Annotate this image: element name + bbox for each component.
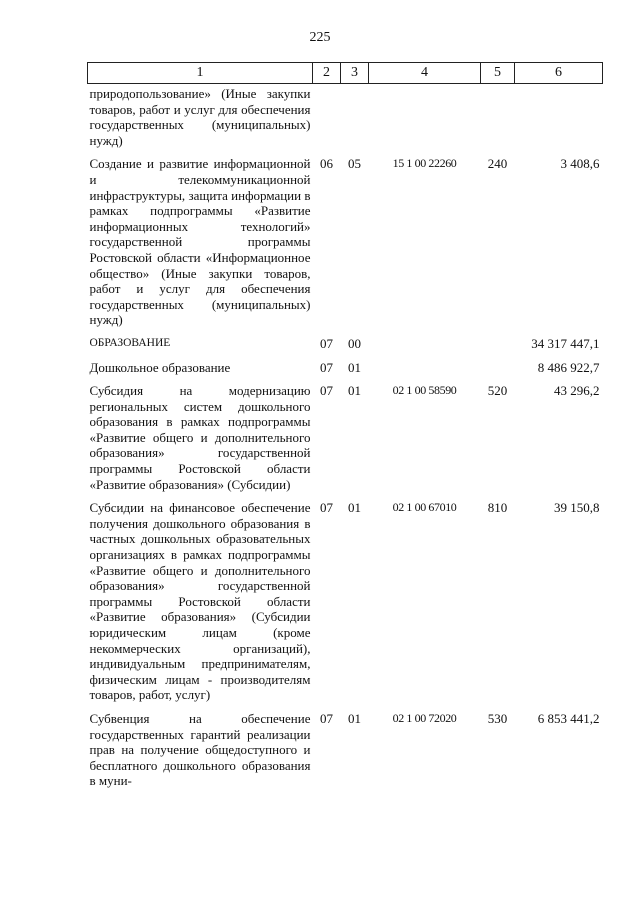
row-expense-type: [481, 352, 515, 376]
column-header: 6: [515, 63, 603, 84]
row-expense-type: [481, 328, 515, 352]
row-name: Дошкольное образование: [89, 359, 231, 375]
row-subsection: 01: [348, 383, 361, 399]
row-name: Субсидии на финансовое обеспечение получения дошкольного образования в частных дошкольных образовательных организациях в рамках подпрограммы «Развитие общего и дополнительного образования» государственной программы Ростовской области «Развитие образования» (Субсидии юридическим лицам (кроме некоммерческих организаций), индивидуальным предпринимателям, физическим лицам - производителям товаров, работ, услуг): [89, 500, 311, 703]
column-header: 5: [481, 63, 515, 84]
row-section: 07: [320, 500, 333, 516]
row-expense-type: 530: [487, 710, 508, 726]
row-section: [313, 84, 341, 149]
table-row: [88, 703, 603, 789]
column-header: 3: [341, 63, 369, 84]
row-subsection: 01: [348, 359, 361, 375]
row-amount: 34 317 447,1: [531, 335, 600, 351]
row-section: 06: [320, 156, 333, 172]
row-subsection: 01: [348, 710, 361, 726]
row-name: Субсидия на модернизацию региональных систем дошкольного образования в рамках подпрограммы «Развитие общего и дополнительного образования» государственной программы Ростовской области «Развитие образования» (Субсидии): [89, 383, 311, 492]
row-subsection: 01: [348, 500, 361, 516]
table-row: [88, 375, 603, 492]
row-target-article: 15 1 00 22260: [392, 156, 457, 171]
row-target-article: [369, 352, 481, 376]
row-expense-type: [481, 84, 515, 149]
row-section: 07: [320, 335, 333, 351]
row-expense-type: 240: [487, 156, 508, 172]
row-amount: 6 853 441,2: [537, 710, 600, 726]
table-row: [88, 84, 603, 149]
row-section: 07: [320, 710, 333, 726]
row-target-article: [369, 84, 481, 149]
row-amount: 8 486 922,7: [537, 359, 600, 375]
row-subsection: 05: [348, 156, 361, 172]
row-section: 07: [320, 383, 333, 399]
column-header: 2: [313, 63, 341, 84]
row-amount: 43 296,2: [554, 383, 600, 399]
row-expense-type: 520: [487, 383, 508, 399]
row-target-article: [369, 328, 481, 352]
row-name: Субвенция на обеспечение государственных гарантий реализации прав на получение общедоступного и бесплатного дошкольного образования в муни-: [89, 710, 311, 789]
row-amount: 39 150,8: [554, 500, 600, 516]
table-row: [88, 328, 603, 352]
page-number: 225: [309, 30, 331, 45]
column-header: 4: [369, 63, 481, 84]
row-amount: [515, 84, 603, 149]
row-target-article: 02 1 00 58590: [392, 383, 457, 398]
row-target-article: 02 1 00 67010: [392, 500, 457, 515]
row-name: Создание и развитие информационной и телекоммуникационной инфраструктуры, защита информации в рамках подпрограммы «Развитие информационных технологий» государственной программы Ростовской области «Информационное общество» (Иные закупки товаров, работ и услуг для обеспечения государственных (муниципальных) нужд): [89, 156, 311, 328]
row-subsection: [341, 84, 369, 149]
row-expense-type: 810: [487, 500, 508, 516]
column-header: 1: [88, 63, 313, 84]
table-row: [88, 352, 603, 376]
row-name: ОБРАЗОВАНИЕ: [89, 336, 171, 349]
row-name: природопользование» (Иные закупки товаров, работ и услуг для обеспечения государственных (муниципальных) нужд): [89, 86, 311, 148]
table-row: [88, 492, 603, 703]
row-subsection: 00: [348, 335, 361, 351]
budget-table: [87, 62, 603, 789]
row-target-article: 02 1 00 72020: [392, 710, 457, 725]
row-amount: 3 408,6: [560, 156, 600, 172]
table-row: [88, 148, 603, 328]
table-header-row: [88, 63, 603, 84]
row-section: 07: [320, 359, 333, 375]
